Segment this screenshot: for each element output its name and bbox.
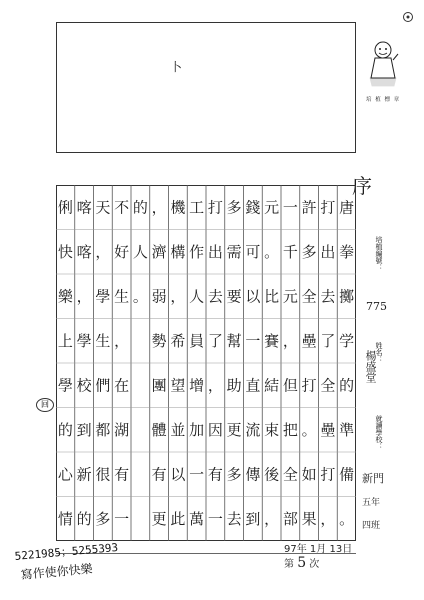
grid-character: 的 bbox=[57, 420, 73, 439]
grid-character: 濟 bbox=[151, 242, 167, 261]
grid-character: 體 bbox=[151, 420, 167, 439]
grid-character: 結 bbox=[264, 376, 280, 395]
footer-year-label: 年 bbox=[296, 544, 307, 555]
writing-grid bbox=[56, 185, 356, 541]
grid-character: 可 bbox=[245, 242, 261, 261]
grid-character: 湖 bbox=[114, 420, 130, 439]
grid-character: 壘 bbox=[320, 420, 336, 439]
grid-character: 比 bbox=[264, 287, 280, 306]
grid-character: 更 bbox=[151, 509, 167, 528]
grid-character: 一 bbox=[114, 509, 130, 528]
grid-character: 束 bbox=[264, 420, 280, 439]
grid-character: 好 bbox=[114, 242, 130, 261]
grid-character: 生 bbox=[95, 331, 111, 350]
grid-character: 團 bbox=[151, 376, 167, 395]
grid-character: 去 bbox=[207, 287, 223, 306]
grid-character: 去 bbox=[320, 287, 336, 306]
grid-character: 多 bbox=[226, 465, 242, 484]
grade-value: 五年 bbox=[362, 498, 381, 508]
grid-character: 萬 bbox=[189, 509, 205, 528]
grid-character: 以 bbox=[170, 465, 186, 484]
margin-note: 回 bbox=[36, 398, 54, 412]
grid-character: 有 bbox=[114, 465, 130, 484]
grid-character: 全 bbox=[301, 287, 317, 306]
grid-character: 以 bbox=[245, 287, 261, 306]
grid-character: 多 bbox=[301, 242, 317, 261]
footer-month-label: 月 bbox=[316, 544, 327, 555]
grid-character: 部 bbox=[282, 509, 298, 528]
grid-character: 。 bbox=[132, 287, 148, 306]
grid-character: 拳 bbox=[339, 242, 355, 261]
footer-page-number: 5 bbox=[297, 555, 307, 571]
grid-character: 學 bbox=[76, 331, 92, 350]
grid-character: 幫 bbox=[226, 331, 242, 350]
grid-character: ， bbox=[95, 242, 111, 261]
grid-character: 喀 bbox=[76, 242, 92, 261]
footer-day: 13 bbox=[329, 544, 343, 555]
grid-character: 心 bbox=[57, 465, 73, 484]
grid-character: 員 bbox=[189, 331, 205, 350]
grid-character: ， bbox=[320, 509, 336, 528]
grid-character: 打 bbox=[207, 198, 223, 217]
grid-character: 一 bbox=[245, 331, 261, 350]
grid-character: 需 bbox=[226, 242, 242, 261]
name-value: 楊盛堂 bbox=[364, 350, 377, 383]
grid-character: 如 bbox=[301, 465, 317, 484]
mascot-label: 培 植 標 章 bbox=[366, 97, 401, 103]
grid-character: 。 bbox=[264, 242, 280, 261]
name-label: 姓名： bbox=[375, 342, 383, 363]
grid-character: 錢 bbox=[245, 198, 261, 217]
grid-character: 弱 bbox=[151, 287, 167, 306]
grid-character: 擲 bbox=[339, 287, 355, 306]
grid-character: 一 bbox=[207, 509, 223, 528]
footer-page-suffix: 次 bbox=[309, 559, 320, 570]
grid-character: 打 bbox=[301, 376, 317, 395]
footer-year: 97 bbox=[284, 544, 297, 555]
grid-character: 直 bbox=[245, 376, 261, 395]
grid-character: ， bbox=[282, 331, 298, 350]
grid-character: 都 bbox=[95, 420, 111, 439]
grid-character: 学 bbox=[339, 331, 355, 350]
grid-character: 傳 bbox=[245, 465, 261, 484]
grid-character: 元 bbox=[264, 198, 280, 217]
grid-character: 有 bbox=[151, 465, 167, 484]
school-id-label: 培植編號： bbox=[375, 236, 383, 271]
grid-character: 全 bbox=[282, 465, 298, 484]
grid-character: 更 bbox=[226, 420, 242, 439]
grid-character: 不 bbox=[114, 198, 130, 217]
grid-character: 並 bbox=[170, 420, 186, 439]
grid-character: 有 bbox=[207, 465, 223, 484]
grid-character: 打 bbox=[320, 198, 336, 217]
grid-character: 上 bbox=[57, 331, 73, 350]
grid-character: 出 bbox=[320, 242, 336, 261]
grid-character: 壘 bbox=[301, 331, 317, 350]
grid-character: 去 bbox=[226, 509, 242, 528]
essay-title: 序 bbox=[352, 174, 372, 198]
grid-character: 學 bbox=[95, 287, 111, 306]
grid-character: 打 bbox=[320, 465, 336, 484]
grid-character: 生 bbox=[114, 287, 130, 306]
school-id-value: 775 bbox=[366, 300, 387, 313]
grid-character: 校 bbox=[76, 376, 92, 395]
grid-character: 千 bbox=[282, 242, 298, 261]
grid-character: 快 bbox=[57, 242, 73, 261]
grid-character: 作 bbox=[189, 242, 205, 261]
grid-character: 因 bbox=[207, 420, 223, 439]
footer-day-label: 日 bbox=[342, 544, 353, 555]
grid-character: 天 bbox=[95, 198, 111, 217]
grid-character: 的 bbox=[76, 509, 92, 528]
grid-character: 許 bbox=[301, 198, 317, 217]
grid-character: 機 bbox=[170, 198, 186, 217]
grid-character: ， bbox=[264, 509, 280, 528]
grid-character: 樂 bbox=[57, 287, 73, 306]
footer-page-prefix: 第 bbox=[284, 559, 294, 570]
grid-character: 出 bbox=[207, 242, 223, 261]
grid-character: 把 bbox=[282, 420, 298, 439]
grid-character: ， bbox=[207, 376, 223, 395]
grid-character: 此 bbox=[170, 509, 186, 528]
grid-character: 新 bbox=[76, 465, 92, 484]
comment-mark: 卜 bbox=[170, 60, 183, 74]
grid-character: ， bbox=[170, 287, 186, 306]
grid-character: 很 bbox=[95, 465, 111, 484]
grid-character: 。 bbox=[301, 420, 317, 439]
grid-character: 多 bbox=[95, 509, 111, 528]
sheet-labels bbox=[360, 190, 420, 550]
grid-character: 勢 bbox=[151, 331, 167, 350]
grid-character: 多 bbox=[226, 198, 242, 217]
grid-character: 工 bbox=[189, 198, 205, 217]
school-label: 就讀學校： bbox=[375, 415, 383, 450]
grid-character: ， bbox=[114, 331, 130, 350]
grid-character: 們 bbox=[95, 376, 111, 395]
grid-character: 後 bbox=[264, 465, 280, 484]
grid-character: 構 bbox=[170, 242, 186, 261]
grid-character: 果 bbox=[301, 509, 317, 528]
grid-character: 一 bbox=[282, 198, 298, 217]
phone-stamp: 5221985；5255393 bbox=[14, 540, 119, 563]
grid-character: 唐 bbox=[339, 198, 355, 217]
grid-character: 人 bbox=[132, 242, 148, 261]
grid-character: 助 bbox=[226, 376, 242, 395]
grid-character: 俐 bbox=[57, 198, 73, 217]
grid-character: 了 bbox=[207, 331, 223, 350]
grid-character: 望 bbox=[170, 376, 186, 395]
grid-character: 。 bbox=[339, 509, 355, 528]
grid-character: 但 bbox=[282, 376, 298, 395]
grid-character: ， bbox=[151, 198, 167, 217]
grid-character: 喀 bbox=[76, 198, 92, 217]
school-value: 新門 bbox=[362, 472, 384, 485]
grid-character: 的 bbox=[339, 376, 355, 395]
grid-character: 情 bbox=[57, 509, 73, 528]
grid-character: 流 bbox=[245, 420, 261, 439]
grid-character: 到 bbox=[76, 420, 92, 439]
grid-character: 的 bbox=[132, 198, 148, 217]
page-footer bbox=[284, 540, 352, 571]
grid-character: 加 bbox=[189, 420, 205, 439]
grid-character: 元 bbox=[282, 287, 298, 306]
grid-character: 學 bbox=[57, 376, 73, 395]
grid-character: 增 bbox=[189, 376, 205, 395]
footer-month: 1 bbox=[309, 544, 317, 555]
grid-character: 在 bbox=[114, 376, 130, 395]
grid-character: 人 bbox=[189, 287, 205, 306]
grid-character: 準 bbox=[339, 420, 355, 439]
grid-character: 全 bbox=[320, 376, 336, 395]
grid-character: ， bbox=[76, 287, 92, 306]
class-label: 四班 bbox=[362, 521, 381, 531]
grid-character: 希 bbox=[170, 331, 186, 350]
grid-character: 了 bbox=[320, 331, 336, 350]
corner-stamp-icon bbox=[402, 8, 414, 20]
grid-character: 備 bbox=[339, 465, 355, 484]
grid-character: 一 bbox=[189, 465, 205, 484]
grid-character: 到 bbox=[245, 509, 261, 528]
slogan-stamp: 寫作使你快樂 bbox=[20, 561, 94, 582]
teacher-comment-box bbox=[56, 22, 356, 153]
grid-character: 賽 bbox=[264, 331, 280, 350]
grid-character: 要 bbox=[226, 287, 242, 306]
mascot-icon bbox=[366, 38, 400, 90]
